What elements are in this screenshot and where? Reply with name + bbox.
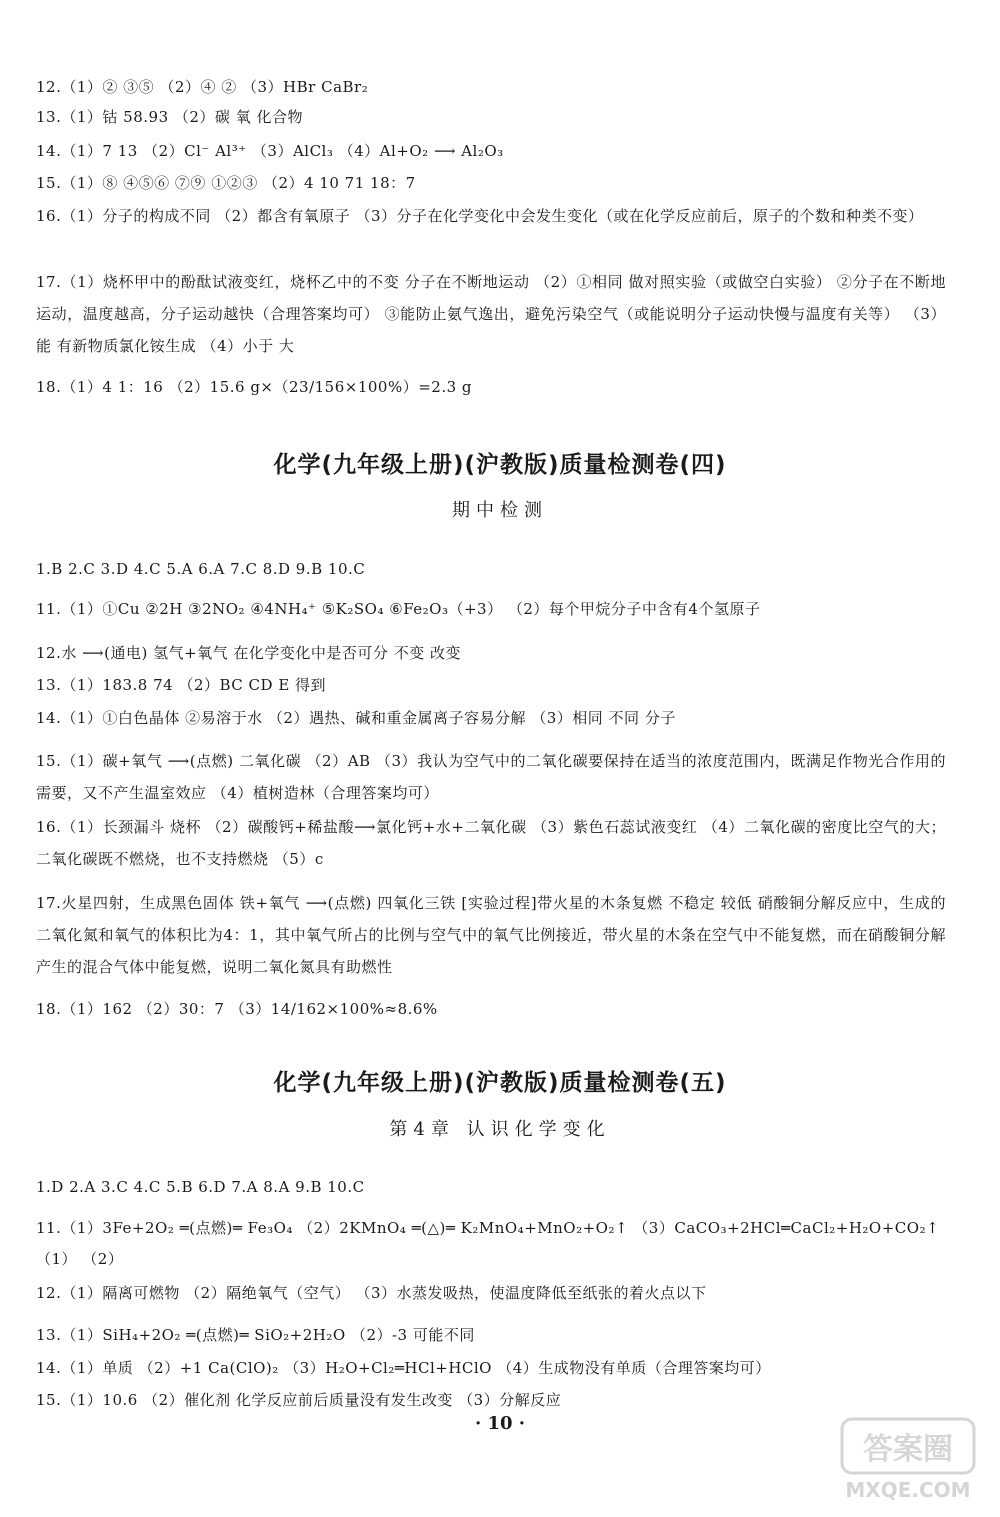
section-5-title: 化学(九年级上册)(沪教版)质量检测卷(五) <box>273 1070 727 1096</box>
answer-5-15: 15.（1）10.6 （2）催化剂 化学反应前后质量没有发生改变 （3）分解反应 <box>36 1391 562 1409</box>
answer-5-11: 11.（1）3Fe+2O₂ ═(点燃)═ Fe₃O₄ （2）2KMnO₄ ═(△)═ K₂MnO₄+MnO₂+O₂↑ （3）CaCO₃+2HCl═CaCl₂+H₂O+CO₂↑ <box>36 1219 940 1237</box>
answer-4-13: 13.（1）183.8 74 （2）BC CD E 得到 <box>36 676 327 694</box>
svg-text:答案圈: 答案圈 <box>863 1432 953 1467</box>
watermark-logo <box>838 1413 978 1505</box>
answer-4-15: 15.（1）碳+氧气 ⟶(点燃) 二氧化碳 （2）AB （3）我认为空气中的二氧化碳要保持在适当的浓度范围内，既满足作物光合作用的需要，又不产生温室效应 （4）植树造林（合理答案均可） <box>36 752 946 802</box>
answer-5-11-extra: （1） （2） <box>36 1250 124 1268</box>
answer-3-14: 14.（1）7 13 （2）Cl⁻ Al³⁺ （3）AlCl₃ （4）Al+O₂ ⟶ Al₂O₃ <box>36 142 504 160</box>
page-number: · 10 · <box>474 1413 526 1434</box>
answer-4-17: 17.火星四射，生成黑色固体 铁+氧气 ⟶(点燃) 四氧化三铁 [实验过程]带火星的木条复燃 不稳定 较低 硝酸铜分解反应中，生成的二氧化氮和氧气的体积比为4：1，其中氧气所占的比例与空气中的氧气比例接近，带火星的木条在空气中不能复燃，而在硝酸铜分解产生的混合气体中能复燃，说明二氧化氮具有助燃性 <box>36 894 946 976</box>
section-4-subtitle: 期中检测 <box>452 500 548 521</box>
answer-4-12: 12.水 ⟶(通电) 氢气+氧气 在化学变化中是否可分 不变 改变 <box>36 644 461 662</box>
section-5-subtitle: 第4章 认识化学变化 <box>389 1119 611 1140</box>
answer-4-14: 14.（1）①白色晶体 ②易溶于水 （2）遇热、碱和重金属离子容易分解 （3）相同 不同 分子 <box>36 709 676 727</box>
answer-5-14: 14.（1）单质 （2）+1 Ca(ClO)₂ （3）H₂O+Cl₂═HCl+HClO （4）生成物没有单质（合理答案均可） <box>36 1359 771 1377</box>
answer-3-17: 17.（1）烧杯甲中的酚酞试液变红，烧杯乙中的不变 分子在不断地运动 （2）①相同 做对照实验（或做空白实验） ②分子在不断地运动，温度越高，分子运动越快（合理答案均可） ③能防止氨气逸出，避免污染空气（或能说明分子运动快慢与温度有关等） （3）能 有新物质氯化铵生成 （4）小于 大 <box>36 273 946 355</box>
section-4-title: 化学(九年级上册)(沪教版)质量检测卷(四) <box>273 452 727 478</box>
answer-5-13: 13.（1）SiH₄+2O₂ ═(点燃)═ SiO₂+2H₂O （2）-3 可能不同 <box>36 1326 475 1344</box>
answer-4-1-10: 1.B 2.C 3.D 4.C 5.A 6.A 7.C 8.D 9.B 10.C <box>36 560 366 578</box>
answer-3-12: 12.（1）② ③⑤ （2）④ ② （3）HBr CaBr₂ <box>36 78 369 96</box>
answer-4-16: 16.（1）长颈漏斗 烧杯 （2）碳酸钙+稀盐酸⟶氯化钙+水+二氧化碳 （3）紫色石蕊试液变红 （4）二氧化碳的密度比空气的大；二氧化碳既不燃烧，也不支持燃烧 （5）c <box>36 818 946 868</box>
answer-3-18: 18.（1）4 1：16 （2）15.6 g×（23/156×100%）=2.3 g <box>36 378 473 396</box>
answer-3-13: 13.（1）钴 58.93 （2）碳 氧 化合物 <box>36 108 303 126</box>
svg-text:MXQE.COM: MXQE.COM <box>845 1478 971 1502</box>
answer-4-18: 18.（1）162 （2）30：7 （3）14/162×100%≈8.6% <box>36 1000 438 1018</box>
answer-3-16: 16.（1）分子的构成不同 （2）都含有氧原子 （3）分子在化学变化中会发生变化（或在化学反应前后，原子的个数和种类不变） <box>36 207 924 225</box>
answer-5-12: 12.（1）隔离可燃物 （2）隔绝氧气（空气） （3）水蒸发吸热，使温度降低至纸张的着火点以下 <box>36 1284 707 1302</box>
answer-4-11: 11.（1）①Cu ②2H ③2NO₂ ④4NH₄⁺ ⑤K₂SO₄ ⑥Fe₂O₃（+3） （2）每个甲烷分子中含有4个氢原子 <box>36 600 761 618</box>
answer-5-1-10: 1.D 2.A 3.C 4.C 5.B 6.D 7.A 8.A 9.B 10.C <box>36 1178 365 1196</box>
answer-3-15: 15.（1）⑧ ④⑤⑥ ⑦⑨ ①②③ （2）4 10 71 18：7 <box>36 174 416 192</box>
